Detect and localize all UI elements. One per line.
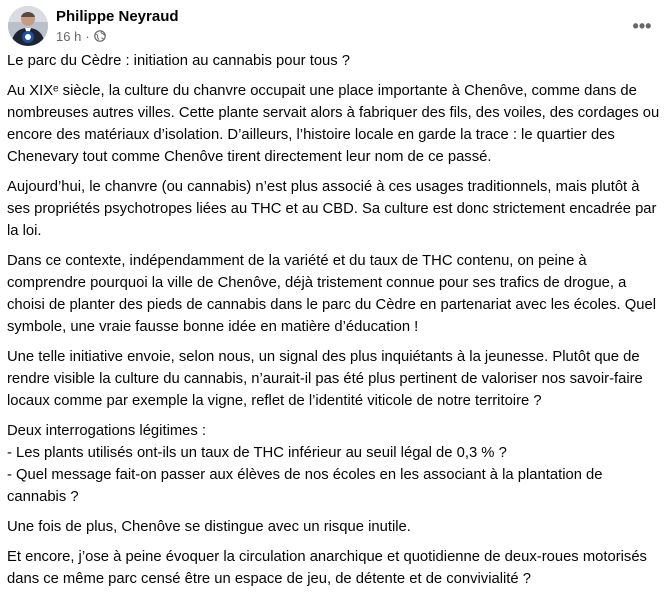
more-horizontal-icon: ••• xyxy=(632,16,652,36)
post-paragraph: Aujourd’hui, le chanvre (ou cannabis) n’est plus associé à ces usages traditionnels, mais plutôt à ses propriétés psychotropes liées au THC et au CBD. Sa culture est donc strictement encadrée par la loi. xyxy=(7,179,657,239)
post-title: Le parc du Cèdre : initiation au cannabis pour tous ? xyxy=(7,53,351,69)
post-body xyxy=(7,50,665,598)
post-timestamp[interactable]: 16 h xyxy=(56,28,82,44)
post-paragraph: Une telle initiative envoie, selon nous, un signal des plus inquiétants à la jeunesse. Plutôt que de rendre visible la culture du cannabis, n’aurait-il pas été plus pertinent de valoriser nos savoir-faire locaux comme par exemple la vigne, reflet de l’identité viticole de notre territoire ? xyxy=(7,349,643,409)
post-paragraph: Deux interrogations légitimes : - Les plants utilisés ont-ils un taux de THC inférieur au seuil légal de 0,3 % ? - Quel message fait-on passer aux élèves de nos écoles en les associant à la plantation de cannabis ? xyxy=(7,423,603,505)
globe-icon[interactable] xyxy=(94,30,106,42)
post-paragraph: Dans ce contexte, indépendamment de la variété et du taux de THC contenu, on peine à comprendre pourquoi la ville de Chenôve, déjà tristement connue pour ses trafics de drogue, a choisi de planter des pieds de cannabis dans le parc du Cèdre en partenariat avec les écoles. Quel symbole, une vraie fausse bonne idée en matière d’éducation ! xyxy=(7,253,656,335)
post-options-button[interactable] xyxy=(628,12,656,40)
avatar-photo-icon xyxy=(8,6,48,46)
post-paragraph: Une fois de plus, Chenôve se distingue avec un risque inutile. xyxy=(7,519,411,535)
post-paragraph: Et encore, j’ose à peine évoquer la circulation anarchique et quotidienne de deux-roues motorisés dans ce même parc censé être un espace de jeu, de détente et de convivialité ? xyxy=(7,549,647,587)
post-paragraph: Au XIXᵉ siècle, la culture du chanvre occupait une place importante à Chenôve, comme dans de nombreuses autres villes. Cette plante servait alors à fabriquer des fils, des voiles, des cordages ou encore des matériaux d’isolation. D’ailleurs, l’histoire locale en garde la trace : le quartier des Chenevary tout comme Chenôve tirent directement leur nom de ce passé. xyxy=(7,83,660,165)
author-name[interactable]: Philippe Neyraud xyxy=(56,8,179,25)
avatar[interactable] xyxy=(8,6,48,46)
post-meta xyxy=(56,28,106,44)
post-header xyxy=(8,6,660,48)
meta-separator: · xyxy=(85,28,90,44)
